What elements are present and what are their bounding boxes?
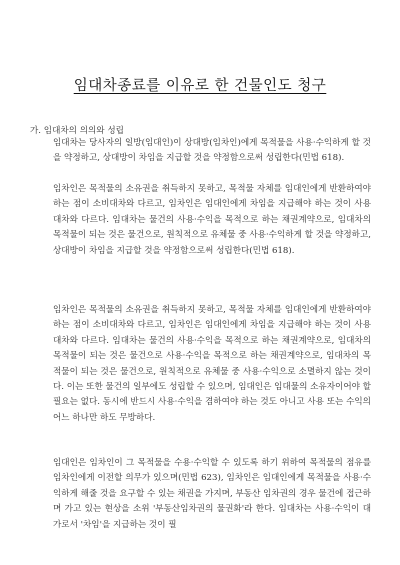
document-title	[0, 74, 400, 95]
paragraph-2: 임차인은 목적물의 소유권을 취득하지 못하고, 목적물 자체를 임대인에게 반환하여야 하는 점이 소비대차와 다르고, 임차인은 임대인에게 차임을 지급해야 하는 것이 사용대차와 다르다. 임대차는 물건의 사용·수익을 목적으로 하는 채권계약으로, 임대차의 목적물이 되는 것은 물건으로, 원칙적으로 유체물 중 사용·수익하게 할 것을 약정하고, 상대방이 차임을 지급할 것을 약정함으로써 성립한다(민법 618).	[53, 184, 371, 256]
section-heading: 가. 임대차의 의의와 성립	[30, 126, 124, 136]
paragraph-3: 임차인은 목적물의 소유권을 취득하지 못하고, 목적물 자체를 임대인에게 반환하여야 하는 점이 소비대차와 다르고, 임차인은 임대인에게 차임을 지급해야 하는 것이 사용대차와 다르다. 임대차는 물건의 사용·수익을 목적으로 하는 채권계약으로, 임대차의 목적물이 되는 것은 물건으로 사용·수익을 목적으로 하는 채권계약으로, 임대차의 목적물이 되는 것은 물건으로, 원칙적으로 유체물 중 사용·수익으로 소멸하지 않는 것이다. 이는 또한 물건의 일부에도 성립할 수 있으며, 임대인은 임대물의 소유자이어야 할 필요는 없다. 동시에 반드시 사용·수익을 겸하여야 하는 것도 아니고 사용 또는 수익의 어느 하나만 하도 무방하다.	[53, 305, 371, 423]
document-title-text: 임대차종료를 이유로 한 건물인도 청구	[73, 78, 327, 94]
paragraph-1: 임대차는 당사자의 일방(임대인)이 상대방(임차인)에게 목적물을 사용·수익하게 할 것을 약정하고, 상대방이 차임을 지급할 것을 약정함으로써 성립한다(민법 618).	[53, 138, 371, 164]
paragraph-4: 임대인은 임차인이 그 목적물을 수용·수익할 수 있도록 하기 위하여 목적물의 점유를 임차인에게 이전할 의무가 있으며(민법 623), 임차인은 임대인에게 목적물을 사용·수익하게 해줄 것을 요구할 수 있는 채권을 가지며, 부동산 임차권의 경우 물건에 접근하며 가고 있는 현상을 소위 '부동산임차권의 물권화'라 한다. 임대차는 사용·수익이 대가로서 '차임'을 지급하는 것이 필	[53, 458, 371, 530]
